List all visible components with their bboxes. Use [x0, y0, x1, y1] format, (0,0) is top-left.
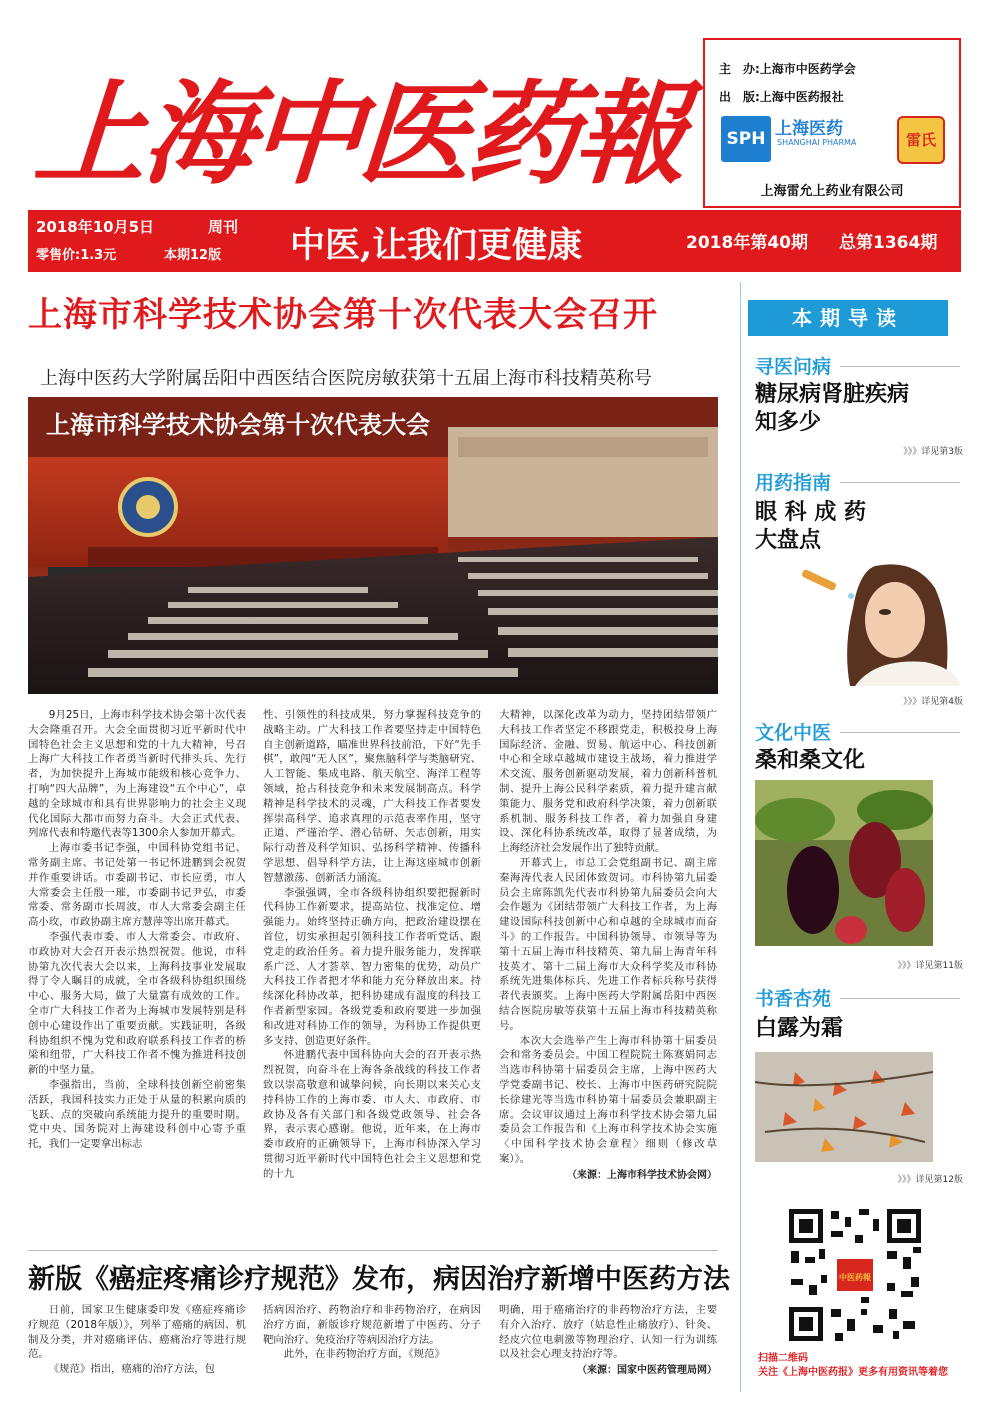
lei-logo: 雷氏 — [897, 116, 945, 164]
paragraph: 《规范》指出，癌痛的治疗方法，包 — [48, 1363, 216, 1376]
sidebar-title-1a: 糖尿病肾脏疾病 — [755, 381, 910, 407]
issue-price: 零售价:1.3元 — [36, 248, 117, 263]
issue-number: 2018年第40期 — [686, 233, 808, 253]
paragraph: 日前，国家卫生健康委印发《癌症疼痛诊疗规范（2018年版）》，列举了癌痛的病因、机制及分类，并对癌痛评估、癌痛治疗等进行规范。 — [28, 1304, 246, 1361]
sidebar-header: 本期导读 — [748, 300, 948, 336]
divider — [840, 732, 960, 733]
main-article-column-2 — [263, 708, 481, 1182]
sidebar-category-1: 寻医问病 — [755, 356, 832, 378]
masthead-title: 上海中医药報 — [30, 69, 688, 200]
divider — [840, 482, 960, 483]
paragraph: 大精神，以深化改革为动力，坚持团结带领广大科技工作者坚定不移跟党走，积极投身上海国际经济、金融、贸易、航运中心、科技创新中心和全球卓越城市建设主战场，着力推进学术交流、服务创新驱动发展，着力创新科普机制、提升上海公民科学素质，着力提升建言献策能力、服务党和政府科学决策，着力创新联系机制、服务科技工作者，着力加强自身建设、深化科协系统改革，取得了显著成绩，为上海经济社会发展作出了独特贡献。 — [499, 709, 717, 855]
sidebar-category-3: 文化中医 — [755, 722, 832, 744]
issue-pages: 本期12版 — [164, 248, 222, 263]
qr-caption-line-1: 扫描二维码 — [758, 1353, 808, 1364]
second-article-column-3 — [499, 1303, 717, 1379]
paragraph: 怀进鹏代表中国科协向大会的召开表示热烈祝贺，向奋斗在上海各条战线的科技工作者致以崇高敬意和诚挚问候，向长期以来关心支持科协工作的上海市委、市人大、市政府、市政协及各有关部门和各级党政领导、社会各界，表示衷心感谢。他说，近年来，在上海市委市政府的正确领导下，上海市科协深入学习贯彻习近平新时代中国特色社会主义思想和党的十九 — [263, 1049, 481, 1180]
sidebar-category-2: 用药指南 — [755, 472, 832, 494]
divider — [840, 366, 960, 367]
issue-banner — [28, 210, 961, 272]
total-issue-number: 总第1364期 — [839, 233, 938, 253]
main-article-column-3 — [499, 708, 717, 1184]
second-article-source: （来源：国家中医药管理局网） — [577, 1365, 717, 1377]
paragraph: 此外，在非药物治疗方面，《规范》 — [283, 1348, 445, 1361]
section-divider — [28, 1250, 718, 1251]
paragraph: 性、引领性的科技成果，努力掌握科技竞争的战略主动。广大科技工作者要坚持走中国特色自主创新道路，瞄准世界科技前沿，下好“先手棋”，敢闯“无人区”，聚焦脑科学与类脑研究、人工智能、集成电路、航天航空、海洋工程等领域，抢占科技竞争和未来发展制高点。科学精神是科学技术的灵魂，广大科技工作者要发挥崇高科学、追求真理的示范表率作用，坚守正道、严谨治学、潜心钻研、矢志创新，用实际行动普及科学知识、弘扬科学精神、传播科学思想、倡导科学方法，让上海这座城市创新智慧激荡、创新活力涌流。 — [263, 709, 481, 884]
sph-english-name: SHANGHAI PHARMA — [777, 138, 857, 147]
sph-logo: SPH — [721, 116, 771, 162]
sidebar-title-2a: 眼 科 成 药 — [755, 499, 866, 525]
main-article-source: （来源：上海市科学技术协会网） — [567, 1169, 717, 1181]
sidebar-title-1b: 知多少 — [755, 409, 822, 435]
paragraph: 开幕式上，市总工会党组副书记、副主席秦海涛代表人民团体致贺词。市科协第九届委员会主席陈凯先代表市科协第九届委员会向大会作题为《团结带领广大科技工作者，为上海建设国际科技创新中心和卓越的全球城市而奋斗》的工作报告。中国科协领导、市领导等为第十五届上海市科技精英、第九届上海青年科技英才、第十二届上海市大众科学奖及市科协系统先进集体标兵、先进工作者标兵称号获得者代表颁奖。上海中医药大学附属岳阳中西医结合医院房敏等获第十五届上海市科技精英称号。 — [499, 856, 717, 1032]
slogan: 中医,让我们更健康 — [290, 225, 583, 266]
sph-name: 上海医药 — [775, 119, 843, 139]
conference-photo — [28, 397, 718, 694]
sidebar-ref-4[interactable]: 》》》详见第12版 — [897, 1175, 963, 1185]
paragraph: 李强代表市委、市人大常委会、市政府、市政协对大会召开表示热烈祝贺。他说，市科协第九次代表大会以来，上海科技事业发展取得了令人瞩目的成就，全市各级科协组织围绕中心、服务大局，做了大量富有成效的工作。全市广大科技工作者为上海城市发展特别是科创中心建设作出了重要贡献。实践证明，各级科协组织不愧为党和政府联系科技工作者的桥梁和纽带，广大科技工作者不愧为推进科技创新的中坚力量。 — [28, 930, 246, 1077]
qr-code[interactable] — [785, 1205, 925, 1345]
sidebar-title-3: 桑和桑文化 — [755, 747, 866, 773]
paragraph: 明确，用于癌痛治疗的非药物治疗方法，主要有介入治疗、放疗（姑息性止痛放疗）、针灸、经皮穴位电刺激等物理治疗、认知一行为训练以及社会心理支持治疗等。 — [499, 1304, 717, 1361]
sidebar-title-2b: 大盘点 — [755, 527, 822, 553]
autumn-leaves-photo — [755, 1052, 933, 1162]
paragraph: 李强强调，全市各级科协组织要把握新时代科协工作新要求，提高站位、找准定位、增强能力。始终坚持正确方向，把政治建设摆在首位，切实承担起引领科技工作者听党话、跟党走的政治任务。着力提升服务能力，发挥联系广泛、人才荟萃、智力密集的优势，动员广大科技工作者把才华和能力充分释放出来。持续深化科协改革，把科协建成有温度的科技工作者新型家园。各级党委和政府要进一步加强和改进对科协工作的领导，为科协工作提供更多支持、创造更好条件。 — [263, 886, 481, 1047]
photo-banner-text: 上海市科学技术协会第十次代表大会 — [46, 410, 430, 439]
main-headline: 上海市科学技术协会第十次代表大会召开 — [28, 295, 658, 335]
sidebar-title-4: 白露为霜 — [755, 1015, 844, 1041]
second-article-column-1 — [28, 1303, 246, 1377]
issue-frequency: 周刊 — [208, 218, 239, 236]
second-headline: 新版《癌症疼痛诊疗规范》发布，病因治疗新增中医药方法 — [28, 1264, 730, 1295]
sidebar-category-4: 书香杏苑 — [755, 988, 832, 1010]
main-subhead: 上海中医药大学附属岳阳中西医结合医院房敏获第十五届上海市科技精英称号 — [40, 368, 652, 389]
issue-date: 2018年10月5日 — [36, 218, 155, 236]
divider — [840, 998, 960, 999]
paragraph: 括病因治疗、药物治疗和非药物治疗，在病因治疗方面，新版诊疗规范新增了中医药、分子靶向治疗、免疫治疗等病因治疗方法。 — [263, 1304, 481, 1346]
main-article-column-1 — [28, 708, 246, 1152]
sidebar-ref-1[interactable]: 》》》详见第3版 — [903, 447, 963, 457]
paragraph: 9月25日，上海市科学技术协会第十次代表大会隆重召开。大会全面贯彻习近平新时代中国特色社会主义思想和党的十九大精神，号召上海广大科技工作者勇当新时代排头兵、先行者，为加快提升上海城市能级和核心竞争力、打响“四大品牌”，为上海建设“五个中心”，卓越的全球城市和具有世界影响力的社会主义现代化国际大都市而努力奋斗。大会正式代表、列席代表和特邀代表等1300余人参加开幕式。 — [28, 709, 246, 840]
second-article-column-2 — [263, 1303, 481, 1362]
sidebar-ref-2[interactable]: 》》》详见第4版 — [903, 697, 963, 707]
publisher-line: 出 版:上海中医药报社 — [719, 90, 844, 104]
qr-caption — [758, 1352, 958, 1380]
sponsor-line: 主 办:上海市中医药学会 — [719, 62, 856, 76]
paragraph: 李强指出，当前，全球科技创新空前密集活跃，我国科技实力正处于从量的积累向质的飞跃、点的突破向系统能力提升的重要时期。党中央、国务院对上海建设科创中心寄予重托，我们一定要拿出标志 — [28, 1078, 246, 1151]
publisher-info-box — [703, 38, 961, 208]
sidebar-divider — [740, 282, 741, 1392]
eye-drops-photo — [755, 558, 961, 686]
company-name: 上海雷允上药业有限公司 — [760, 184, 904, 199]
qr-logo-text: 中医药報 — [839, 1272, 871, 1282]
paragraph: 上海市委书记李强，中国科协党组书记、常务副主席、书记处第一书记怀进鹏到会祝贺并作重要讲话。市委副书记、市长应勇，市人大常委会主任殷一璀，市委副书记尹弘，市委常委、常务副市长周波，市人大常委会副主任高小玫，市政协副主席方慧萍等出席开幕式。 — [28, 842, 246, 929]
qr-caption-line-2: 关注《上海中医药报》更多有用资讯等着您 — [758, 1367, 948, 1378]
mulberry-photo — [755, 780, 933, 946]
paragraph: 本次大会选举产生上海市科协第十届委员会和常务委员会。中国工程院院士陈赛娟同志当选市科协第十届委员会主席，上海中医药大学党委副书记、校长、上海市中医药研究院院长徐建光等当选市科协第十届委员会兼职副主席。会议审议通过上海市科学技术协会第九届委员会工作报告和《上海市科学技术协会实施〈中国科学技术协会章程〉细则（修改草案）》。 — [499, 1034, 717, 1165]
sidebar-ref-3[interactable]: 》》》详见第11版 — [897, 961, 963, 971]
